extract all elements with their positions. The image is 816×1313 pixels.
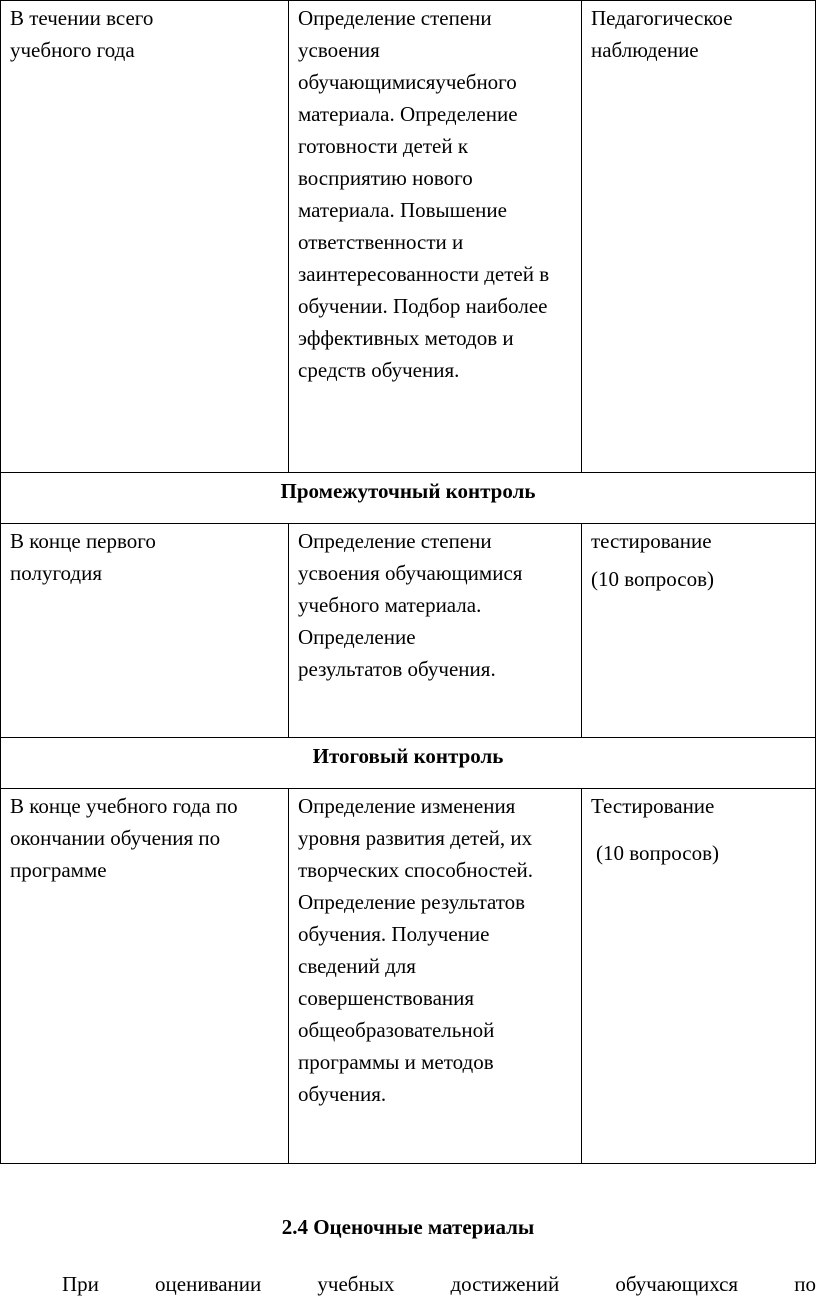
- paragraph-word: достижений: [450, 1272, 560, 1296]
- period-text: В конце учебного года по окончании обучения по программе: [10, 794, 238, 882]
- section-heading-final: [1, 738, 816, 789]
- method-detail: (10 вопросов): [591, 567, 715, 591]
- method-cell: [582, 524, 816, 738]
- paragraph-word: При: [62, 1272, 99, 1296]
- paragraph-word: обучающихся: [615, 1272, 739, 1296]
- period-cell: [1, 789, 289, 1164]
- method-text: тестирование: [591, 529, 712, 553]
- goal-text: Определение изменения уровня развития детей, их творческих способностей. Определение результатов обучения. Получение сведений для совершенствования общеобразовательной программы и методов обучения.: [298, 794, 533, 1106]
- section-title-intermediate: Промежуточный контроль: [280, 479, 536, 503]
- goal-cell: [289, 1, 582, 473]
- section-row-final: [1, 738, 816, 789]
- paragraph-word: оценивании: [155, 1272, 262, 1296]
- method-detail: (10 вопросов): [596, 841, 720, 865]
- goal-cell: [289, 789, 582, 1164]
- section-heading: 2.4 Оценочные материалы: [281, 1215, 535, 1239]
- goal-text: Определение степени усвоения обучающимисяучебного материала. Определение готовности детей к восприятию нового материала. Повышение ответственности и заинтересованности детей в обучении. Подбор наиболее эффективных методов и средств обучения.: [298, 6, 550, 382]
- period-text: В конце первого полугодия: [10, 529, 156, 585]
- table-row: [1, 1, 816, 473]
- method-text: Тестирование: [591, 794, 715, 818]
- section-title-final: Итоговый контроль: [312, 744, 504, 768]
- method-text: Педагогическое наблюдение: [591, 6, 733, 62]
- goal-cell: [289, 524, 582, 738]
- section-heading-intermediate: [1, 473, 816, 524]
- period-cell: [1, 1, 289, 473]
- method-cell: [582, 789, 816, 1164]
- paragraph-word: учебных: [317, 1272, 395, 1296]
- paragraph-word: по: [794, 1272, 816, 1296]
- period-cell: [1, 524, 289, 738]
- period-text: В течении всего учебного года: [10, 6, 154, 62]
- method-cell: [582, 1, 816, 473]
- table-row: [1, 789, 816, 1164]
- table-row: [1, 524, 816, 738]
- paragraph-first-line: [62, 1268, 816, 1300]
- goal-text: Определение степени усвоения обучающимися учебного материала. Определение результатов обучения.: [298, 529, 523, 681]
- section-row-intermediate: [1, 473, 816, 524]
